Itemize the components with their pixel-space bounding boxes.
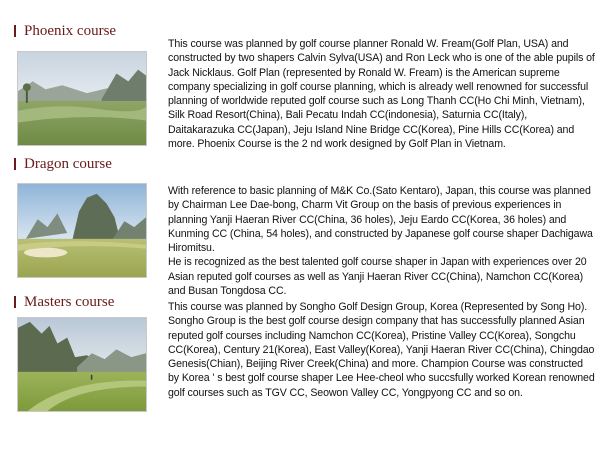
masters-course-photo [17, 317, 147, 412]
golf-course-photo-icon [18, 52, 146, 145]
golf-course-photo-icon [18, 318, 146, 411]
dragon-course-description: With reference to basic planning of M&K Co.(Sato Kentaro), Japan, this course was planned by Chairman Lee Dae-bong, Charm Vit Group on the basis of previous experiences in planning Yanji Haeran River CC(China, 36 holes), Jeju Eardo CC(Korea, 36 holes) and Kunming CC (China, 54 holes), and constructed by Japanese golf course shaper Dachigawa Hiromitsu. He is recognized as the best talented golf course shaper in Japan with experiences over 20 Asian reputed golf courses as well as Yanji Haeran River CC(China), Namchon CC(Korea) and Busan Tongdosa CC. [168, 185, 593, 298]
section-title-text: Phoenix course [24, 22, 117, 39]
section-title-phoenix [14, 22, 116, 40]
section-title-masters [14, 293, 114, 311]
phoenix-course-photo [17, 51, 147, 146]
masters-course-description: This course was planned by Songho Golf Design Group, Korea (Represented by Song Ho). Songho Group is the best golf course design company that has successfully planned Asian reputed golf courses including Namchon CC(Korea), Pristine Valley CC(Korea), Songchu CC(Korea), Century 21(Korea), East Valley(Korea), Yanji Haeran River CC(China), Chingdao Genesis(Chian), Beijing River Creek(China) and more. Champion Course was constructed by Korea ' s best golf course shaper Lee Hee-cheol who succsfully worked Korean renowned golf courses such as TGV CC, Seowon Valley CC, Yongpyong CC and so on. [168, 301, 595, 399]
section-title-dragon [14, 155, 112, 173]
section-title-text: Dragon course [24, 155, 112, 172]
dragon-course-photo [17, 183, 147, 278]
phoenix-course-description: This course was planned by golf course planner Ronald W. Fream(Golf Plan, USA) and constructed by two shapers Calvin Sylva(USA) and Ron Leck who is one of the able pupils of Jack Nicklaus. Golf Plan (represented by Ronald W. Fream) is the American supreme company specializing in golf course planning, which is already well renowned for successful planning of worldwide reputed golf course such as Long Thanh CC(Ho Chi Minh, Vietnam), Silk Road Resort(China), Bali Pecatu Indah CC(indonesia), Saturnia CC(Italy), Daitakarazuka CC(Japan), Jeju Island Nine Bridge CC(Korea), Pine Hills CC(Korea) and more. Phoenix Course is the 2 nd work designed by Golf Plan in Vietnam. [168, 38, 595, 151]
section-title-text: Masters course [24, 293, 115, 310]
title-marker [14, 25, 16, 37]
title-marker [14, 296, 16, 308]
golf-course-photo-icon [18, 184, 146, 277]
title-marker [14, 158, 16, 170]
